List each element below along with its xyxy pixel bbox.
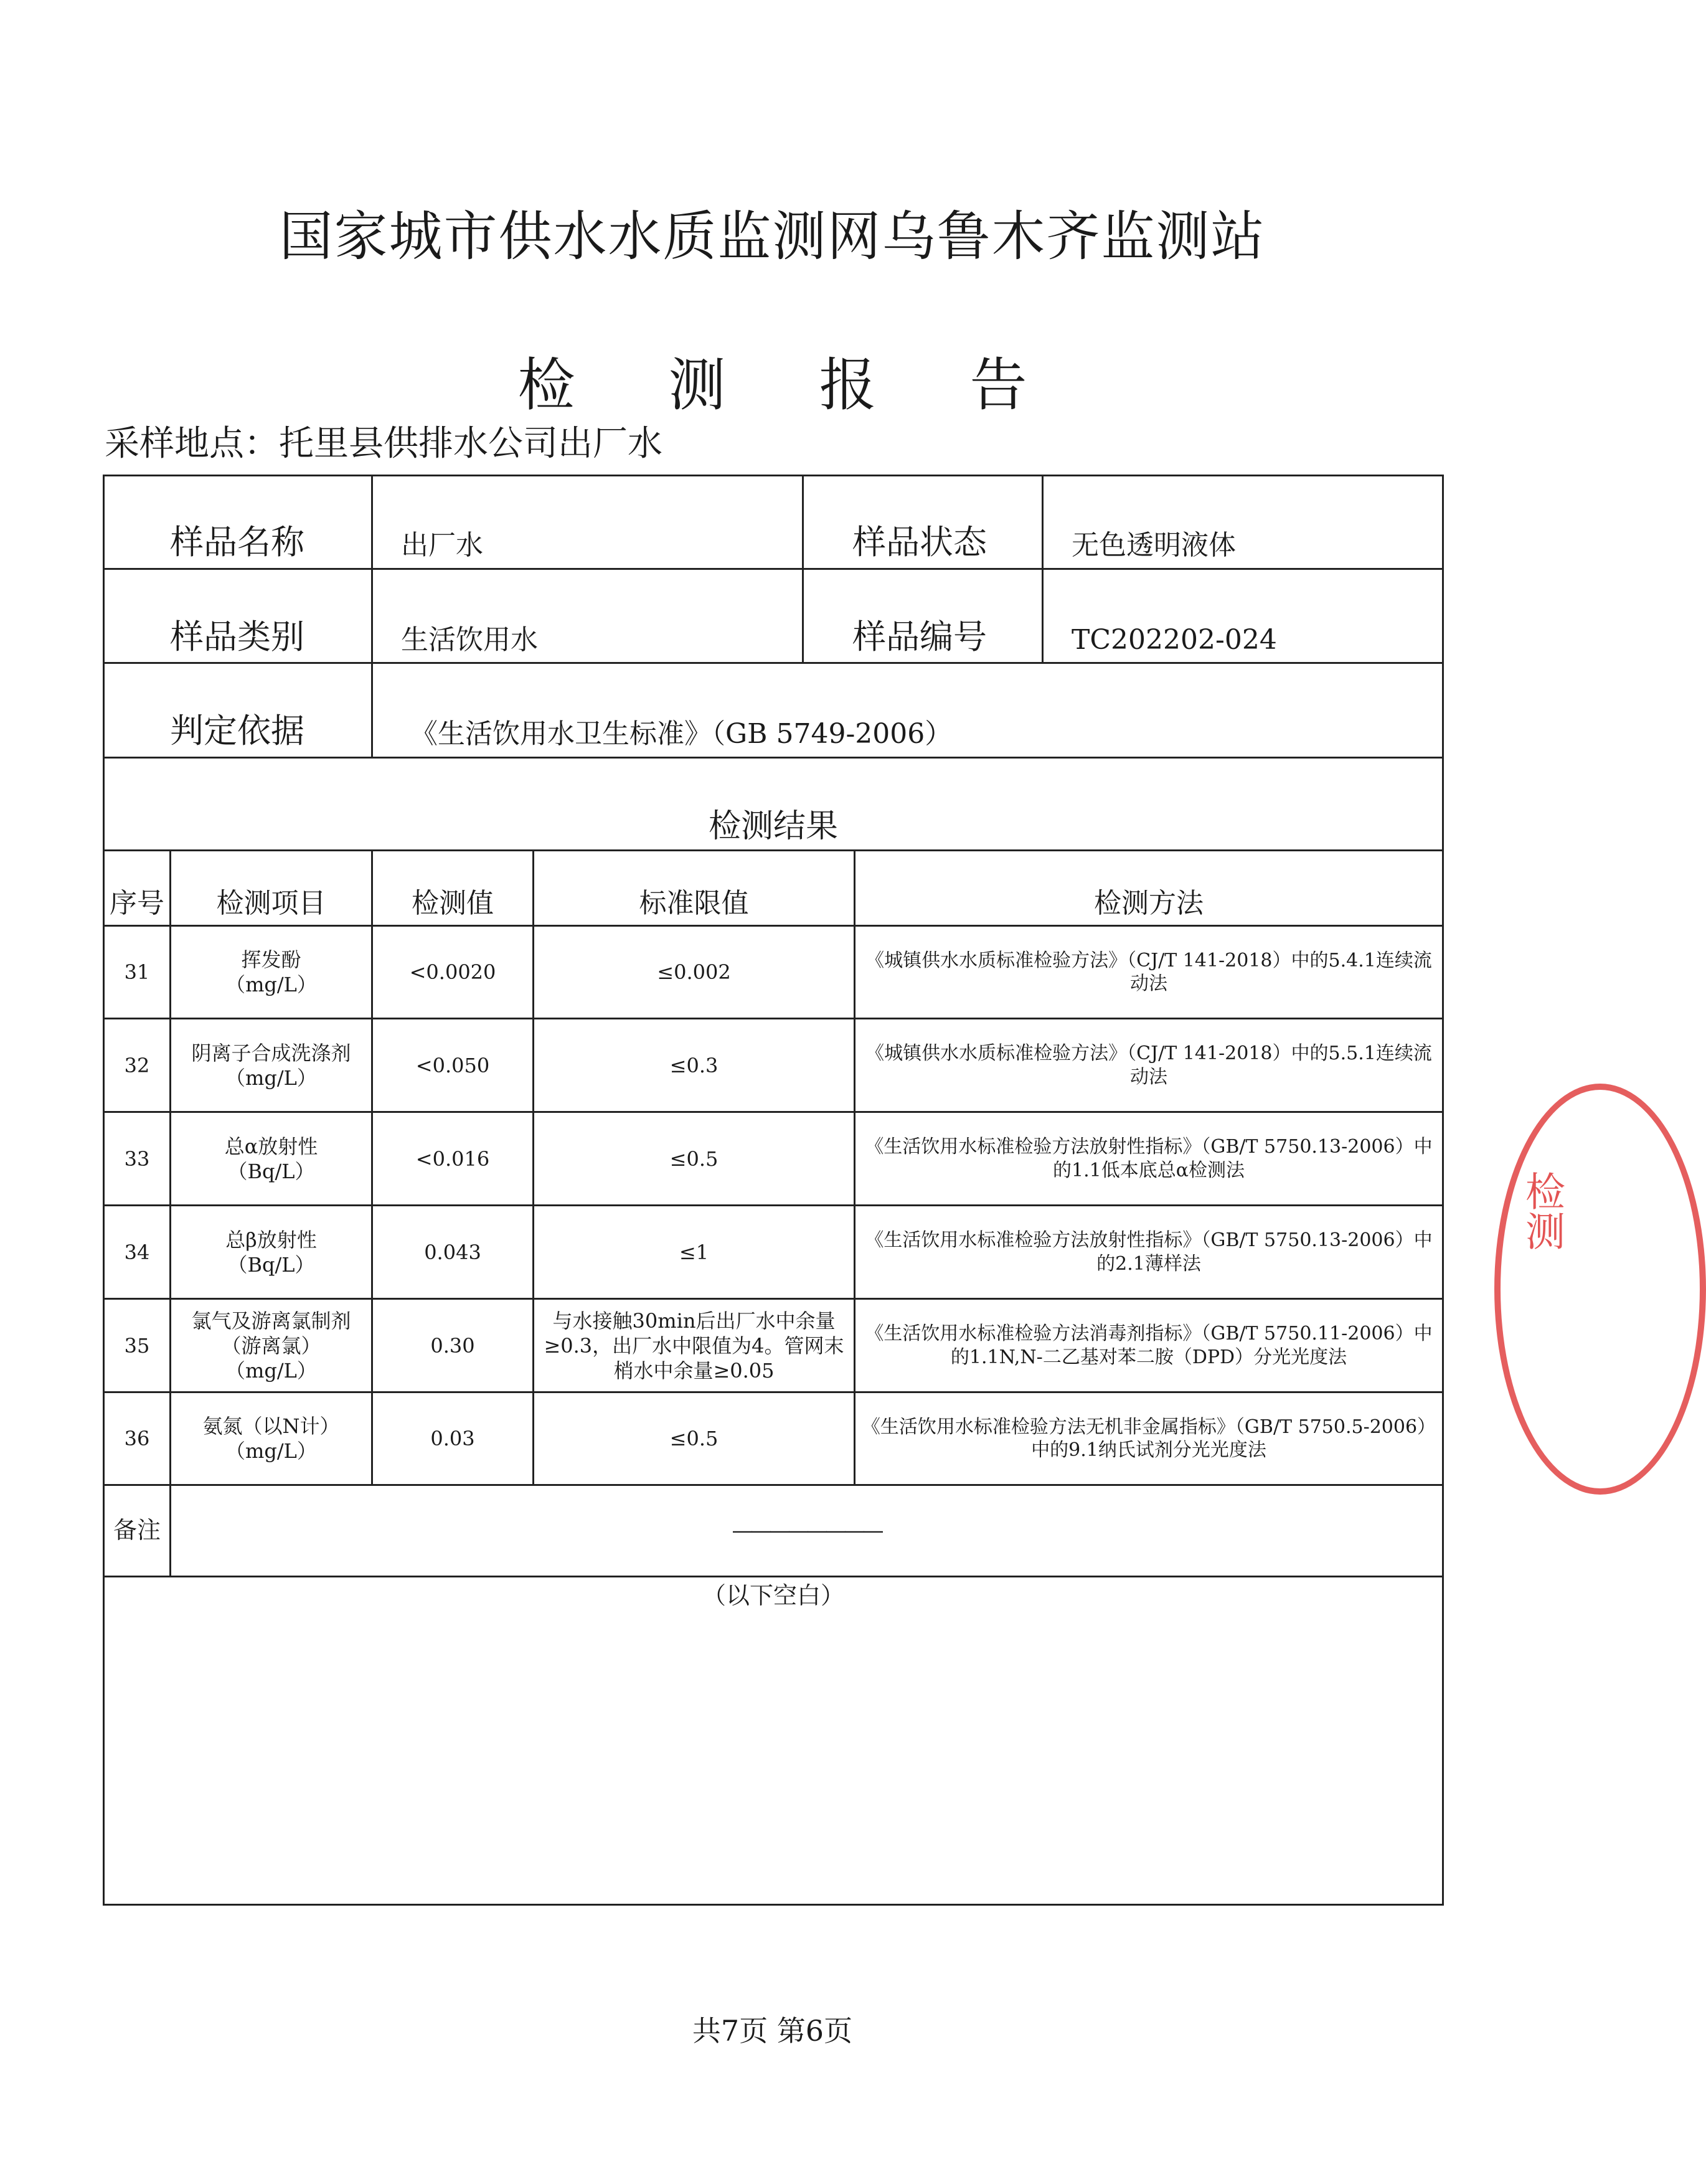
row-method: 《生活饮用水标准检验方法无机非金属指标》（GB/T 5750.5-2006）中的9.1纳氏试剂分光光度法 — [861, 1416, 1436, 1461]
remarks-value: ———————— — [732, 1518, 882, 1543]
basis-value: 《生活饮用水卫生标准》（GB 5749-2006） — [410, 717, 953, 750]
row-limit: ≤0.3 — [669, 1053, 719, 1077]
sample-number-label: 样品编号 — [852, 617, 987, 657]
row-method: 《生活饮用水标准检验方法放射性指标》（GB/T 5750.13-2006）中的2.1薄样法 — [865, 1229, 1433, 1275]
row-limit: ≤1 — [679, 1240, 709, 1264]
column-header-no: 序号 — [110, 887, 164, 919]
row-no: 32 — [124, 1053, 150, 1077]
row-no: 33 — [124, 1146, 150, 1171]
report-title: 检测报告 — [517, 352, 1121, 418]
row-item: 挥发酚 （mg/L） — [225, 948, 317, 996]
seal-text: 检测 — [1519, 1171, 1565, 1250]
row-item: 氯气及游离氯制剂 （游离氯） （mg/L） — [191, 1308, 351, 1383]
row-limit: ≤0.002 — [657, 960, 731, 984]
sample-number-value: TC202202-024 — [1072, 623, 1277, 656]
row-method: 《城镇供水水质标准检验方法》（CJ/T 141-2018）中的5.4.1连续流动法 — [865, 949, 1432, 995]
row-method: 《生活饮用水标准检验方法放射性指标》（GB/T 5750.13-2006）中的1.1低本底总α检测法 — [865, 1136, 1433, 1181]
row-value: <0.050 — [415, 1053, 490, 1077]
row-no: 31 — [124, 960, 150, 984]
sample-name-value: 出厂水 — [401, 529, 483, 561]
row-no: 34 — [124, 1240, 150, 1264]
row-limit: ≤0.5 — [669, 1427, 719, 1450]
row-limit: 与水接触30min后出厂水中余量≥0.3，出厂水中限值为4。管网末梢水中余量≥0.05 — [544, 1308, 844, 1383]
remarks-label: 备注 — [113, 1516, 161, 1544]
row-method: 《生活饮用水标准检验方法消毒剂指标》（GB/T 5750.11-2006）中的1.1N,N-二乙基对苯二胺（DPD）分光光度法 — [865, 1323, 1433, 1368]
row-item: 阴离子合成洗涤剂 （mg/L） — [191, 1041, 351, 1090]
column-header-item: 检测项目 — [216, 887, 326, 919]
column-header-limit: 标准限值 — [639, 887, 749, 919]
row-no: 35 — [124, 1333, 150, 1358]
page-footer: 共7页 第6页 — [692, 2014, 853, 2048]
basis-label: 判定依据 — [170, 711, 304, 751]
row-value: 0.03 — [430, 1427, 475, 1450]
sampling-location: 采样地点：托里县供排水公司出厂水 — [105, 423, 662, 464]
row-item: 氨氮（以N计） （mg/L） — [202, 1414, 340, 1463]
organization-title: 国家城市供水水质监测网乌鲁木齐监测站 — [279, 206, 1266, 268]
sample-name-label: 样品名称 — [170, 522, 304, 562]
row-no: 36 — [124, 1427, 150, 1450]
row-item: 总β放射性 （Bq/L） — [225, 1227, 317, 1277]
column-header-method: 检测方法 — [1094, 887, 1204, 919]
row-value: 0.30 — [430, 1333, 475, 1358]
row-value: 0.043 — [424, 1240, 481, 1264]
blank-below-note: （以下空白） — [702, 1582, 844, 1610]
row-limit: ≤0.5 — [669, 1146, 719, 1171]
row-value: <0.0020 — [409, 960, 496, 984]
row-item: 总α放射性 （Bq/L） — [224, 1134, 318, 1183]
sample-state-value: 无色透明液体 — [1072, 529, 1236, 561]
sample-state-label: 样品状态 — [852, 522, 987, 562]
sample-type-value: 生活饮用水 — [401, 623, 538, 656]
column-header-value: 检测值 — [412, 887, 494, 919]
sample-type-label: 样品类别 — [170, 617, 304, 657]
results-title: 检测结果 — [708, 808, 838, 845]
row-value: <0.016 — [415, 1146, 490, 1171]
row-method: 《城镇供水水质标准检验方法》（CJ/T 141-2018）中的5.5.1连续流动法 — [865, 1042, 1432, 1088]
official-seal — [1494, 1084, 1706, 1495]
